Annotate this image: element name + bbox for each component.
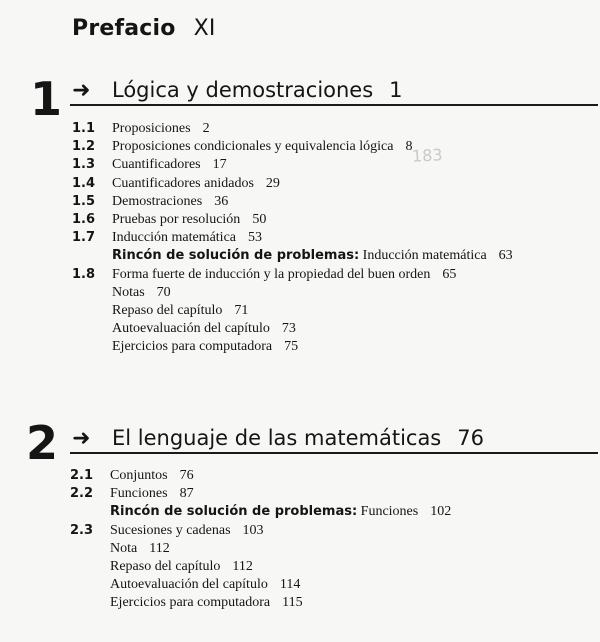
entry-page: 73 [281,321,296,337]
section-number: 1.4 [72,175,96,191]
entry-page: 112 [232,558,253,574]
toc-entry[interactable] [70,485,451,503]
entry-text: Cuantificadores anidados [112,175,254,191]
entry-text: Sucesiones y cadenas [110,522,231,538]
entry-page: 70 [156,284,171,300]
toc-entry[interactable] [72,266,513,284]
toc-entry[interactable] [72,138,513,156]
preface-label: Prefacio [72,16,176,41]
entry-page: 53 [248,230,262,246]
section-number: 1.2 [72,139,96,155]
entry-text: Nota [110,540,138,556]
entry-page: 76 [179,468,194,483]
section-number: 1.5 [72,193,96,209]
entry-text: Repaso del capítulo [112,302,223,318]
section-number: 1.3 [72,157,96,173]
toc-entry[interactable] [72,284,513,302]
problem-corner-label: Rincón de solución de problemas: [112,248,360,264]
toc-entry[interactable] [72,193,513,211]
toc-entry-problem-corner[interactable] [72,247,513,265]
entry-text: Inducción matemática [362,248,487,264]
entry-text: Demostraciones [112,193,203,209]
section-number: 1.1 [72,121,96,136]
preface-heading[interactable] [72,16,216,41]
section-number: 1.8 [72,266,96,282]
entry-page: 71 [234,302,249,318]
toc-entry[interactable] [70,576,451,594]
toc-entry[interactable] [70,540,451,558]
entry-text: Inducción matemática [112,230,236,246]
bleed-through-number: 183 [411,145,444,166]
entry-text: Autoevaluación del capítulo [112,321,270,337]
section-number: 2.2 [70,486,94,502]
toc-entry[interactable] [72,120,513,138]
entry-page: 2 [202,121,210,136]
problem-corner-label: Rincón de solución de problemas: [110,504,358,520]
entry-page: 17 [212,157,227,173]
chapter-1-page: 1 [389,78,403,102]
toc-entry[interactable] [70,522,451,540]
chapter-1-entries [72,120,513,356]
entry-text: Proposiciones condicionales y equivalencia lógica [112,139,394,155]
entry-text: Funciones [110,486,168,502]
entry-page: 36 [214,193,229,209]
entry-text: Autoevaluación del capítulo [110,577,268,593]
entry-text: Ejercicios para computadora [112,339,273,355]
entry-text: Proposiciones [112,121,191,136]
entry-page: 115 [282,595,303,611]
section-number: 2.1 [70,468,94,483]
chapter-2-arrow-icon: ➜ [72,426,91,451]
entry-page: 65 [442,266,457,282]
entry-page: 114 [279,577,301,593]
chapter-2-rule [70,452,598,454]
entry-text: Ejercicios para computadora [110,595,271,611]
chapter-1-title-row[interactable] [112,78,403,102]
toc-entry-problem-corner[interactable] [70,503,451,521]
chapter-2-title: El lenguaje de las matemáticas [112,426,442,450]
section-number: 2.3 [70,522,94,538]
chapter-1-number: 1 [30,72,63,126]
toc-entry[interactable] [72,229,513,247]
chapter-2-title-row[interactable] [112,426,484,450]
toc-entry[interactable] [72,320,513,338]
entry-page: 50 [252,211,267,227]
toc-entry[interactable] [72,302,513,320]
chapter-2-page: 76 [457,426,484,450]
entry-text: Repaso del capítulo [110,558,221,574]
chapter-1-title: Lógica y demostraciones [112,78,374,102]
entry-page: 87 [179,486,194,502]
preface-page: XI [193,16,216,41]
entry-text: Notas [112,284,145,300]
entry-page: 103 [242,522,264,538]
toc-entry[interactable] [70,467,451,485]
entry-text: Pruebas por resolución [112,211,241,227]
chapter-1-rule [70,104,598,106]
entry-text: Forma fuerte de inducción y la propiedad del buen orden [112,266,431,282]
chapter-1-arrow-icon: ➜ [72,78,91,103]
entry-page: 63 [498,248,513,264]
toc-entry[interactable] [72,211,513,229]
toc-entry[interactable] [72,156,513,174]
entry-page: 102 [430,504,452,520]
entry-page: 112 [149,540,170,556]
toc-entry[interactable] [72,175,513,193]
toc-entry[interactable] [70,558,451,576]
toc-entry[interactable] [72,338,513,356]
toc-entry[interactable] [70,594,451,612]
entry-page: 8 [405,139,413,155]
chapter-2-entries [70,467,451,613]
entry-text: Conjuntos [110,468,168,483]
entry-page: 29 [265,175,280,191]
entry-page: 75 [284,339,299,355]
section-number: 1.6 [72,211,96,227]
entry-text: Cuantificadores [112,157,201,173]
section-number: 1.7 [72,230,96,246]
chapter-2-number: 2 [26,416,59,470]
entry-text: Funciones [360,504,419,520]
